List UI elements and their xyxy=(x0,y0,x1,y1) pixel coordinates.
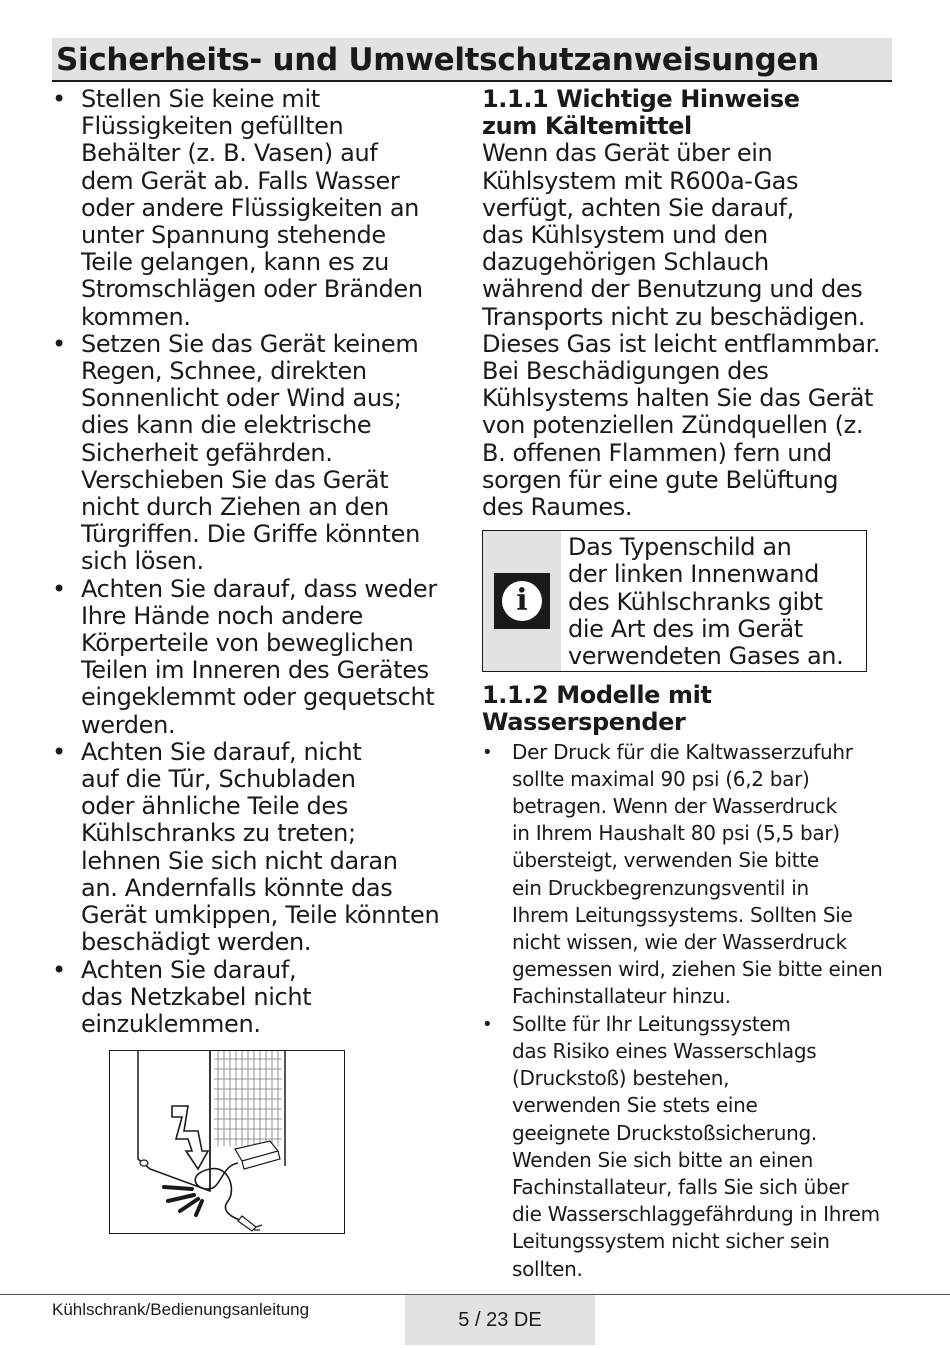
left-column xyxy=(52,86,464,1234)
footer-page-indicator: 5 / 23 DE xyxy=(405,1295,595,1345)
power-cord-illustration xyxy=(109,1050,345,1234)
info-note-box xyxy=(482,530,867,672)
bullet-symbol: • xyxy=(52,737,66,766)
bullet-symbol: • xyxy=(482,1013,493,1035)
bullet-symbol: • xyxy=(52,85,66,113)
list-item xyxy=(482,1011,894,1283)
list-item-text: Achten Sie darauf, dass weder Ihre Hände noch andere Körperteile von beweglichen Teilen im Inneren des Gerätes eingeklemmt oder gequetscht werden. xyxy=(81,574,437,739)
list-item xyxy=(52,86,464,331)
info-icon-cell xyxy=(483,531,561,671)
page-header xyxy=(52,38,892,82)
list-item-text: Setzen Sie das Gerät keinem Regen, Schnee, direkten Sonnenlicht oder Wind aus; dies kann die elektrische Sicherheit gefährden. Verschieben Sie das Gerät nicht durch Ziehen an den Türgriffen. Die Griffe könnten sich lösen. xyxy=(81,329,420,576)
list-item xyxy=(482,739,894,1011)
list-item-text: Der Druck für die Kaltwasserzufuhr sollte maximal 90 psi (6,2 bar) betragen. Wenn der Wasserdruck in Ihrem Haushalt 80 psi (5,5 bar) übersteigt, verwenden Sie bitte ein Druckbegrenzungsventil in Ihrem Leitungssystems. Sollten Sie nicht wissen, wie der Wasserdruck gemessen wird, ziehen Sie bitte einen Fachinstallateur hinzu. xyxy=(512,739,883,1009)
page-title: Sicherheits- und Umweltschutzanweisungen xyxy=(56,42,820,78)
info-note-text: Das Typenschild an der linken Innenwand des Kühlschranks gibt die Art des im Gerät verwendeten Gases an. xyxy=(568,533,844,671)
bullet-symbol: • xyxy=(52,329,66,358)
section-heading-refrigerant: 1.1.1 Wichtige Hinweise zum Kältemittel xyxy=(482,85,800,141)
list-item-text: Achten Sie darauf, das Netzkabel nicht einzuklemmen. xyxy=(81,955,312,1038)
list-item xyxy=(52,576,464,739)
bullet-symbol: • xyxy=(482,741,493,763)
list-item xyxy=(52,331,464,576)
fridge-cord-drawing xyxy=(110,1051,344,1233)
water-dispenser-bullet-list xyxy=(482,739,894,1283)
list-item xyxy=(52,739,464,957)
list-item-text: Achten Sie darauf, nicht auf die Tür, Schubladen oder ähnliche Teile des Kühlschranks zu treten; lehnen Sie sich nicht daran an. Andernfalls könnte das Gerät umkippen, Teile könnten beschädigt werden. xyxy=(81,737,440,957)
safety-bullet-list xyxy=(52,86,464,1038)
footer-document-name: Kühlschrank/Bedienungsanleitung xyxy=(52,1300,310,1319)
refrigerant-paragraph: Wenn das Gerät über ein Kühlsystem mit R600a-Gas verfügt, achten Sie darauf, das Kühlsystem und den dazugehörigen Schlauch während der Benutzung und des Transports nicht zu beschädigen. Dieses Gas ist leicht entflammbar. Bei Beschädigungen des Kühlsystems halten Sie das Gerät von potenziellen Zündquellen (z. B. offenen Flammen) fern und sorgen für eine gute Belüftung des Raumes. xyxy=(482,139,881,522)
section-heading-water-dispenser: 1.1.2 Modelle mit Wasserspender xyxy=(482,681,712,737)
list-item xyxy=(52,957,464,1039)
bullet-symbol: • xyxy=(52,955,66,984)
list-item-text: Sollte für Ihr Leitungssystem das Risiko eines Wasserschlags (Druckstoß) bestehen, verwenden Sie stets eine geeignete Druckstoßsicherung. Wenden Sie sich bitte an einen Fachinstallateur, falls Sie sich über die Wasserschlaggefährdung in Ihrem Leitungssystem nicht sicher sein sollten. xyxy=(512,1011,880,1281)
bullet-symbol: • xyxy=(52,574,66,603)
right-column xyxy=(482,86,894,1283)
info-icon xyxy=(494,573,550,629)
info-glyph: i xyxy=(502,581,542,621)
list-item-text: Stellen Sie keine mit Flüssigkeiten gefüllten Behälter (z. B. Vasen) auf dem Gerät ab. Falls Wasser oder andere Flüssigkeiten an unter Spannung stehende Teile gelangen, kann es zu Stromschlägen oder Bränden kommen. xyxy=(81,85,423,331)
